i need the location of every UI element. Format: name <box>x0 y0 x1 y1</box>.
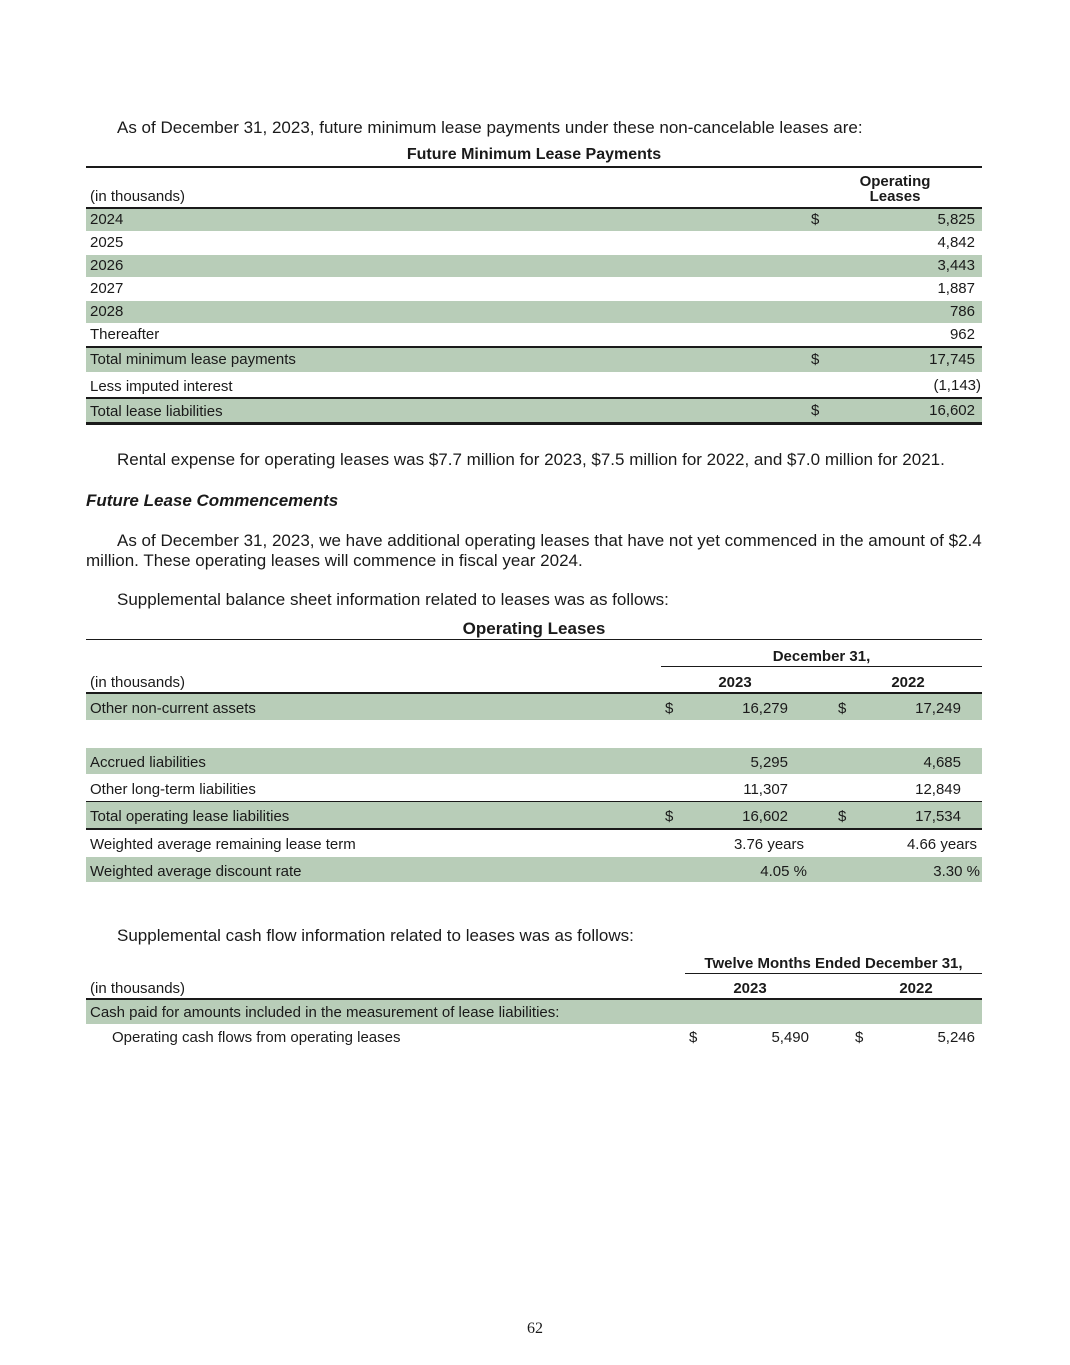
row-label: Operating cash flows from operating leases <box>112 1029 401 1046</box>
row-value: 4,842 <box>937 234 975 251</box>
table-row <box>86 802 982 828</box>
table2-year2-header: 2022 <box>891 674 925 691</box>
row-label: Weighted average remaining lease term <box>90 836 356 853</box>
row-label: Less imputed interest <box>90 378 233 395</box>
table-row <box>86 232 982 254</box>
currency-symbol: $ <box>689 1029 698 1046</box>
currency-symbol: $ <box>811 211 820 228</box>
table-row <box>86 278 982 300</box>
row-label: 2025 <box>90 234 124 251</box>
table-row <box>86 255 982 277</box>
row-value-2022: 3.30 % <box>933 863 980 880</box>
row-label: Other long-term liabilities <box>90 781 256 798</box>
section-heading: Future Lease Commencements <box>86 491 339 510</box>
table3-group-rule <box>685 973 982 974</box>
row-value-2022: 17,534 <box>915 808 961 825</box>
currency-symbol: $ <box>665 808 674 825</box>
table1-col-header-line2: Leases <box>869 188 921 205</box>
table-row <box>86 1000 982 1024</box>
row-value: 962 <box>949 326 975 343</box>
table3-group-header: Twelve Months Ended December 31, <box>704 955 963 972</box>
table1-col-header <box>840 174 950 204</box>
row-value-2023: 3.76 years <box>733 836 804 853</box>
table-row <box>86 324 982 346</box>
table2-group-header: December 31, <box>772 648 871 665</box>
row-label: Total minimum lease payments <box>90 351 296 368</box>
table3-unit-label: (in thousands) <box>90 980 186 997</box>
row-value-2022: 5,246 <box>937 1029 975 1046</box>
page-number: 62 <box>527 1320 543 1337</box>
table1-col-header-line1: Operating <box>859 173 931 190</box>
commencement-paragraph: As of December 31, 2023, we have additional operating leases that have not yet commenced in the amount of $2.4 million. These operating leases will commence in fiscal year 2024. <box>86 531 982 570</box>
row-label: 2027 <box>90 280 124 297</box>
row-value: (1,143) <box>933 377 981 394</box>
row-label: Thereafter <box>90 326 160 343</box>
currency-symbol: $ <box>665 700 674 717</box>
table-row <box>86 301 982 323</box>
table2-group-rule <box>661 666 982 667</box>
table1-unit-label: (in thousands) <box>90 188 186 205</box>
row-label: Accrued liabilities <box>90 754 206 771</box>
table-row <box>86 373 982 397</box>
row-label: 2024 <box>90 211 124 228</box>
table-row <box>86 694 982 720</box>
row-value-2023: 11,307 <box>743 781 788 798</box>
table2-year1-header: 2023 <box>718 674 752 691</box>
row-label: Total lease liabilities <box>90 403 223 420</box>
table-row <box>86 830 982 856</box>
row-label: Total operating lease liabilities <box>90 808 290 825</box>
row-value: 1,887 <box>937 280 975 297</box>
rental-expense-paragraph: Rental expense for operating leases was $7.7 million for 2023, $7.5 million for 2022, and $7.0 million for 2021. <box>117 450 945 469</box>
row-value-2023: 16,279 <box>742 700 788 717</box>
currency-symbol: $ <box>855 1029 864 1046</box>
row-value: 16,602 <box>929 402 975 419</box>
table1-title: Future Minimum Lease Payments <box>406 146 662 163</box>
table2-title: Operating Leases <box>462 619 606 638</box>
row-value: 17,745 <box>929 351 975 368</box>
table1-bottom-rule <box>86 422 982 425</box>
currency-symbol: $ <box>838 700 847 717</box>
intro-paragraph: As of December 31, 2023, future minimum lease payments under these non-cancelable leases are: <box>117 118 863 137</box>
currency-symbol: $ <box>811 402 820 419</box>
table-row <box>86 399 982 422</box>
balance-sheet-intro: Supplemental balance sheet information related to leases was as follows: <box>117 590 669 609</box>
row-value-2023: 5,490 <box>771 1029 809 1046</box>
row-value-2022: 12,849 <box>915 781 961 798</box>
row-label: 2028 <box>90 303 124 320</box>
row-label: Weighted average discount rate <box>90 863 302 880</box>
table-row <box>86 1025 982 1049</box>
table2-top-rule <box>86 639 982 640</box>
currency-symbol: $ <box>838 808 847 825</box>
table-row <box>86 775 982 801</box>
table-row <box>86 748 982 774</box>
table1-top-rule <box>86 166 982 168</box>
row-value-2023: 5,295 <box>750 754 788 771</box>
category-label: Cash paid for amounts included in the measurement of lease liabilities: <box>90 1004 560 1021</box>
row-value: 3,443 <box>937 257 975 274</box>
table2-unit-label: (in thousands) <box>90 674 186 691</box>
table-row <box>86 348 982 372</box>
cash-flow-intro: Supplemental cash flow information related to leases was as follows: <box>117 926 634 945</box>
row-value: 5,825 <box>937 211 975 228</box>
row-value-2022: 17,249 <box>915 700 961 717</box>
row-value-2023: 4.05 % <box>760 863 807 880</box>
table3-year2-header: 2022 <box>899 980 933 997</box>
row-label: 2026 <box>90 257 124 274</box>
table-row <box>86 209 982 231</box>
row-value: 786 <box>949 303 975 320</box>
row-value-2022: 4.66 years <box>906 836 977 853</box>
currency-symbol: $ <box>811 351 820 368</box>
table-row <box>86 857 982 882</box>
row-value-2023: 16,602 <box>742 808 788 825</box>
row-value-2022: 4,685 <box>923 754 961 771</box>
row-label: Other non-current assets <box>90 700 256 717</box>
table3-year1-header: 2023 <box>733 980 767 997</box>
